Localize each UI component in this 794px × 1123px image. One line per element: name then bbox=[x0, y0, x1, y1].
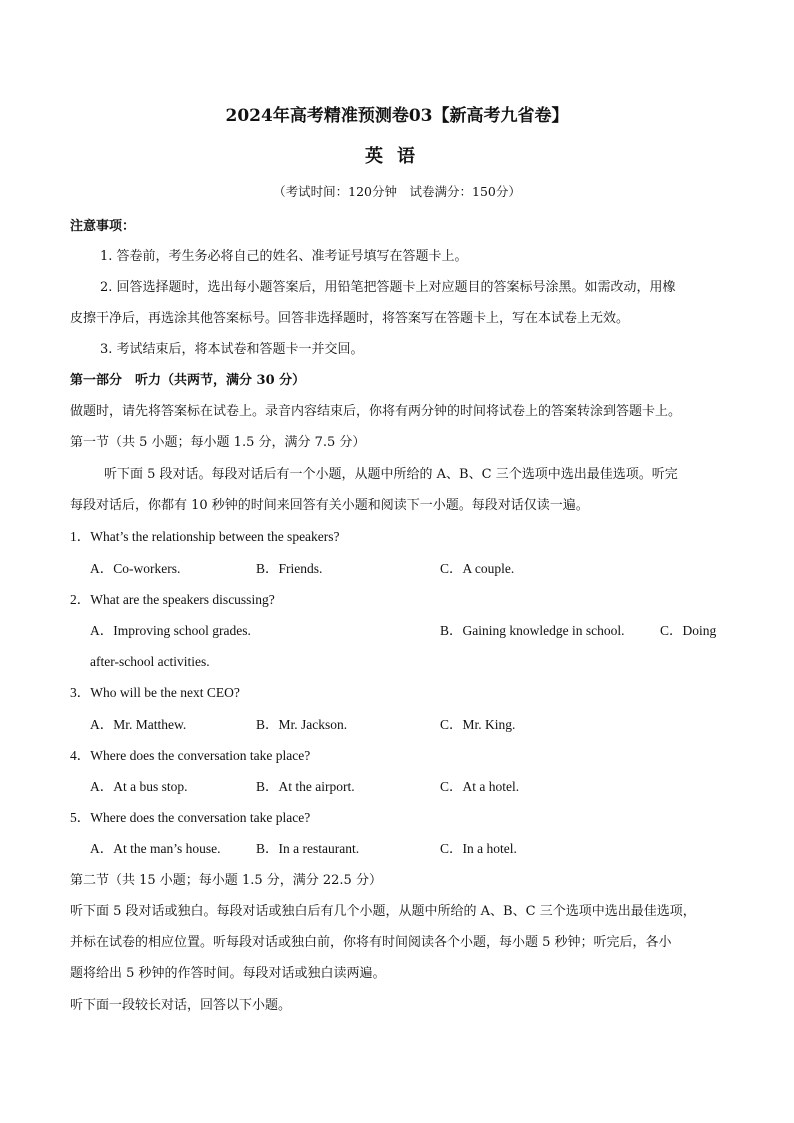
notice-item-3: 3. 考试结束后，将本试卷和答题卡一并交回。 bbox=[100, 342, 364, 357]
part1-heading: 第一部分 听力（共两节，满分 30 分） bbox=[70, 373, 306, 388]
question-4-option-c: C．At a hotel. bbox=[440, 779, 520, 794]
section1-heading: 第一节（共 5 小题；每小题 1.5 分，满分 7.5 分） bbox=[70, 435, 366, 450]
question-3-option-a: A．Mr. Matthew. bbox=[90, 717, 187, 732]
question-2-option-c: C．Doing bbox=[660, 623, 717, 638]
section2-instruction-line-1: 听下面 5 段对话或独白。每段对话或独白后有几个小题，从题中所给的 A、B、C 三个选项中选出最佳选项， bbox=[70, 904, 696, 919]
question-1-option-b: B．Friends. bbox=[256, 561, 323, 576]
notice-item-1: 1. 答卷前，考生务必将自己的姓名、准考证号填写在答题卡上。 bbox=[100, 249, 468, 264]
question-2-option-a: A．Improving school grades. bbox=[90, 623, 251, 638]
question-4-option-a: A．At a bus stop. bbox=[90, 779, 188, 794]
question-5-option-a: A．At the man’s house. bbox=[90, 841, 221, 856]
notice-item-2-line-2: 皮擦干净后，再选涂其他答案标号。回答非选择题时，将答案写在答题卡上，写在本试卷上无效。 bbox=[70, 311, 630, 326]
question-5-option-c: C．In a hotel. bbox=[440, 841, 517, 856]
subject-title: 英语 bbox=[365, 146, 429, 167]
section2-instruction-line-2: 并标在试卷的相应位置。听每段对话或独白前，你将有时间阅读各个小题，每小题 5 秒钟；听完后，各小 bbox=[70, 935, 672, 950]
part1-instruction: 做题时，请先将答案标在试卷上。录音内容结束后，你将有两分钟的时间将试卷上的答案转涂到答题卡上。 bbox=[70, 404, 682, 419]
question-1-option-a: A．Co-workers. bbox=[90, 561, 181, 576]
section1-instruction-line-2: 每段对话后，你都有 10 秒钟的时间来回答有关小题和阅读下一小题。每段对话仅读一遍。 bbox=[70, 498, 589, 513]
question-5: 5．Where does the conversation take place? bbox=[70, 810, 311, 825]
notice-heading: 注意事项： bbox=[70, 219, 136, 234]
section2-next-dialogue: 听下面一段较长对话，回答以下小题。 bbox=[70, 998, 292, 1013]
question-5-option-b: B．In a restaurant. bbox=[256, 841, 360, 856]
section2-heading: 第二节（共 15 小题；每小题 1.5 分，满分 22.5 分） bbox=[70, 873, 382, 888]
question-3-option-c: C．Mr. King. bbox=[440, 717, 516, 732]
question-2-option-c-continued: after-school activities. bbox=[90, 654, 210, 669]
question-1-option-c: C．A couple. bbox=[440, 561, 515, 576]
question-3: 3．Who will be the next CEO? bbox=[70, 685, 240, 700]
question-1: 1．What’s the relationship between the speakers? bbox=[70, 529, 340, 544]
exam-title: 2024年高考精准预测卷03【新高考九省卷】 bbox=[225, 106, 569, 126]
question-4-option-b: B．At the airport. bbox=[256, 779, 355, 794]
exam-time-info: （考试时间：120分钟 试卷满分：150分） bbox=[273, 184, 521, 199]
section2-instruction-line-3: 题将给出 5 秒钟的作答时间。每段对话或独白读两遍。 bbox=[70, 966, 386, 981]
question-4: 4．Where does the conversation take place? bbox=[70, 748, 311, 763]
notice-item-2-line-1: 2. 回答选择题时，选出每小题答案后，用铅笔把答题卡上对应题目的答案标号涂黑。如需改动，用橡 bbox=[100, 280, 676, 295]
question-2: 2．What are the speakers discussing? bbox=[70, 592, 275, 607]
question-3-option-b: B．Mr. Jackson. bbox=[256, 717, 348, 732]
question-2-option-b: B．Gaining knowledge in school. bbox=[440, 623, 625, 638]
section1-instruction-line-1: 听下面 5 段对话。每段对话后有一个小题，从题中所给的 A、B、C 三个选项中选出最佳选项。听完 bbox=[104, 467, 678, 482]
